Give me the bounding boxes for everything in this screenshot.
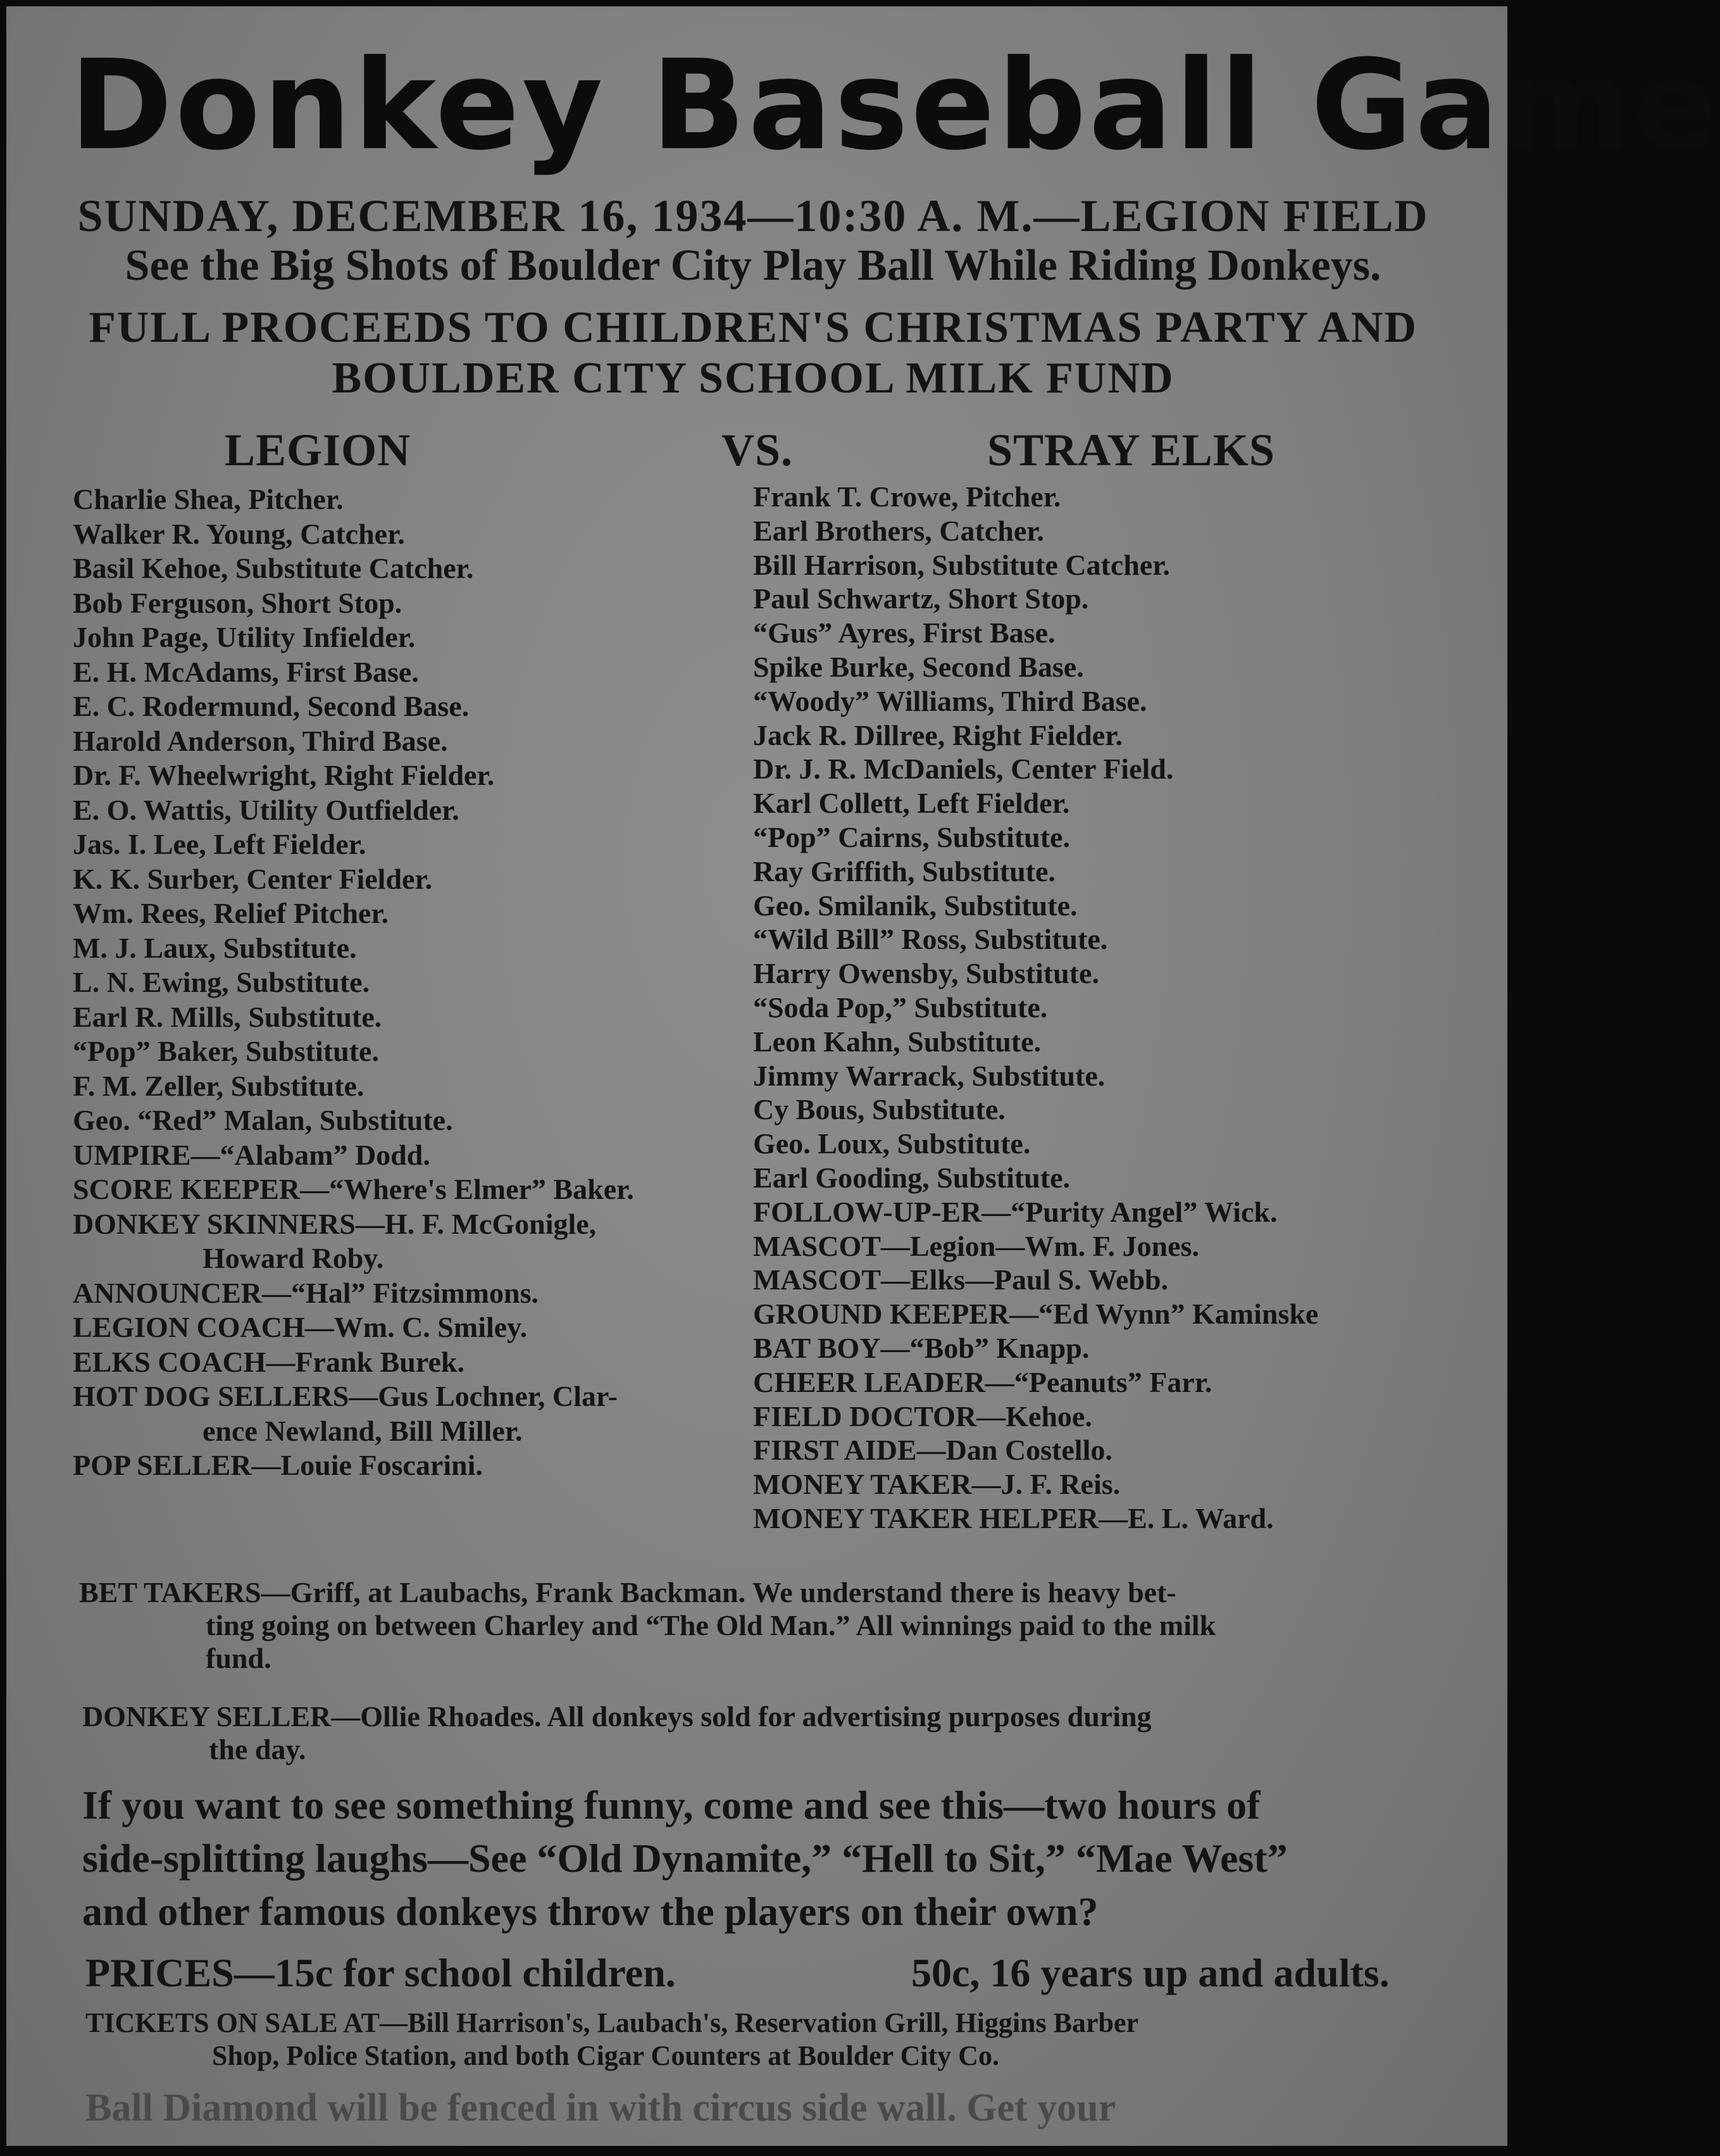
versus-label: VS. bbox=[721, 425, 794, 475]
list-item: Dr. J. R. McDaniels, Center Field. bbox=[753, 753, 1174, 786]
list-item: MONEY TAKER HELPER—E. L. Ward. bbox=[753, 1501, 1274, 1534]
list-item: Earl R. Mills, Substitute. bbox=[73, 1000, 382, 1033]
list-item: Dr. F. Wheelwright, Right Fielder. bbox=[73, 759, 495, 791]
list-item: John Page, Utility Infielder. bbox=[73, 621, 416, 653]
list-item: Earl Brothers, Catcher. bbox=[753, 514, 1044, 547]
list-item: Paul Schwartz, Short Stop. bbox=[753, 582, 1089, 615]
list-item: “Pop” Cairns, Substitute. bbox=[753, 820, 1070, 853]
list-item: Ray Griffith, Substitute. bbox=[753, 855, 1056, 887]
list-item: CHEER LEADER—“Peanuts” Farr. bbox=[753, 1365, 1212, 1398]
list-item: Charlie Shea, Pitcher. bbox=[73, 483, 344, 515]
list-item: FIRST AIDE—Dan Costello. bbox=[753, 1434, 1112, 1467]
list-item: UMPIRE—“Alabam” Dodd. bbox=[73, 1138, 430, 1171]
list-item: MASCOT—Legion—Wm. F. Jones. bbox=[753, 1229, 1199, 1262]
list-item: FOLLOW-UP-ER—“Purity Angel” Wick. bbox=[753, 1195, 1278, 1228]
donkey-seller-paragraph bbox=[82, 1700, 1462, 1766]
list-item: Earl Gooding, Substitute. bbox=[753, 1161, 1070, 1194]
list-item: HOT DOG SELLERS—Gus Lochner, Clar- bbox=[73, 1380, 618, 1412]
list-item: Frank T. Crowe, Pitcher. bbox=[753, 480, 1061, 513]
team-legion-heading: LEGION bbox=[225, 425, 411, 475]
tickets-paragraph bbox=[85, 2007, 1452, 2072]
list-item: ELKS COACH—Frank Burek. bbox=[73, 1345, 464, 1378]
paragraph-line: and other famous donkeys throw the players on their own? bbox=[82, 1889, 1099, 1934]
list-item: GROUND KEEPER—“Ed Wynn” Kaminske bbox=[753, 1298, 1319, 1331]
list-item: Howard Roby. bbox=[203, 1242, 384, 1274]
list-item: LEGION COACH—Wm. C. Smiley. bbox=[73, 1311, 528, 1343]
list-item: “Woody” Williams, Third Base. bbox=[753, 684, 1147, 717]
paragraph-line: DONKEY SELLER—Ollie Rhoades. All donkeys sold for advertising purposes during bbox=[82, 1700, 1152, 1733]
list-item: M. J. Laux, Substitute. bbox=[73, 931, 357, 964]
paragraph-line: If you want to see something funny, come and see this—two hours of bbox=[82, 1783, 1261, 1827]
elks-roster bbox=[753, 480, 1318, 1536]
proceeds-line-2: BOULDER CITY SCHOOL MILK FUND bbox=[332, 354, 1175, 403]
list-item: Leon Kahn, Substitute. bbox=[753, 1025, 1042, 1058]
price-children: PRICES—15c for school children. bbox=[85, 1950, 676, 1995]
list-item: FIELD DOCTOR—Kehoe. bbox=[753, 1400, 1092, 1432]
list-item: Walker R. Young, Catcher. bbox=[73, 517, 405, 550]
fence-notice: Ball Diamond will be fenced in with circus side wall. Get your bbox=[85, 2086, 1116, 2129]
list-item: “Pop” Baker, Substitute. bbox=[73, 1035, 379, 1067]
list-item: Harry Owensby, Substitute. bbox=[753, 957, 1099, 990]
poster-title: Donkey Baseball Game bbox=[70, 34, 1720, 178]
event-date-location: SUNDAY, DECEMBER 16, 1934—10:30 A. M.—LEGION FIELD bbox=[77, 191, 1429, 241]
list-item: Jimmy Warrack, Substitute. bbox=[753, 1059, 1106, 1092]
list-item: E. H. McAdams, First Base. bbox=[73, 655, 419, 688]
paragraph-line: side-splitting laughs—See “Old Dynamite,” “Hell to Sit,” “Mae West” bbox=[82, 1836, 1288, 1881]
list-item: Wm. Rees, Relief Pitcher. bbox=[73, 897, 389, 929]
list-item: Geo. “Red” Malan, Substitute. bbox=[73, 1104, 453, 1136]
event-tagline: See the Big Shots of Boulder City Play Ball While Riding Donkeys. bbox=[125, 241, 1381, 290]
list-item: Basil Kehoe, Substitute Catcher. bbox=[73, 552, 474, 584]
list-item: Cy Bous, Substitute. bbox=[753, 1093, 1006, 1126]
list-item: MASCOT—Elks—Paul S. Webb. bbox=[753, 1263, 1169, 1296]
paragraph-line: Shop, Police Station, and both Cigar Counters at Boulder City Co. bbox=[212, 2040, 999, 2071]
list-item: Geo. Loux, Substitute. bbox=[753, 1127, 1031, 1160]
list-item: Jas. I. Lee, Left Fielder. bbox=[73, 828, 366, 860]
list-item: K. K. Surber, Center Fielder. bbox=[73, 862, 433, 895]
list-item: E. C. Rodermund, Second Base. bbox=[73, 690, 470, 722]
list-item: MONEY TAKER—J. F. Reis. bbox=[753, 1468, 1121, 1501]
paragraph-line: fund. bbox=[206, 1642, 271, 1674]
list-item: ANNOUNCER—“Hal” Fitzsimmons. bbox=[73, 1276, 539, 1309]
price-adults: 50c, 16 years up and adults. bbox=[911, 1950, 1390, 1995]
paragraph-line: the day. bbox=[209, 1733, 306, 1765]
list-item: DONKEY SKINNERS—H. F. McGonigle, bbox=[73, 1207, 597, 1240]
legion-roster bbox=[73, 482, 634, 1483]
list-item: “Gus” Ayres, First Base. bbox=[753, 617, 1056, 649]
list-item: Jack R. Dillree, Right Fielder. bbox=[753, 718, 1123, 751]
paragraph-line: BET TAKERS—Griff, at Laubachs, Frank Backman. We understand there is heavy bet- bbox=[79, 1576, 1176, 1608]
list-item: “Wild Bill” Ross, Substitute. bbox=[753, 923, 1108, 956]
poster bbox=[6, 6, 1720, 2146]
list-item: Bill Harrison, Substitute Catcher. bbox=[753, 548, 1170, 581]
paragraph-line: TICKETS ON SALE AT—Bill Harrison's, Laubach's, Reservation Grill, Higgins Barber bbox=[85, 2007, 1139, 2038]
list-item: Karl Collett, Left Fielder. bbox=[753, 787, 1070, 820]
list-item: Harold Anderson, Third Base. bbox=[73, 724, 448, 757]
promo-paragraph bbox=[82, 1779, 1462, 1938]
list-item: Spike Burke, Second Base. bbox=[753, 650, 1084, 683]
proceeds-line-1: FULL PROCEEDS TO CHILDREN'S CHRISTMAS PARTY AND bbox=[89, 303, 1418, 352]
list-item: SCORE KEEPER—“Where's Elmer” Baker. bbox=[73, 1173, 634, 1205]
team-elks-heading: STRAY ELKS bbox=[987, 425, 1275, 475]
list-item: POP SELLER—Louie Foscarini. bbox=[73, 1449, 483, 1481]
list-item: L. N. Ewing, Substitute. bbox=[73, 966, 370, 998]
paragraph-line: ting going on between Charley and “The Old Man.” All winnings paid to the milk bbox=[206, 1609, 1216, 1641]
list-item: Bob Ferguson, Short Stop. bbox=[73, 586, 402, 619]
bet-takers-paragraph bbox=[79, 1576, 1459, 1675]
list-item: Geo. Smilanik, Substitute. bbox=[753, 889, 1078, 922]
list-item: E. O. Wattis, Utility Outfielder. bbox=[73, 793, 459, 826]
list-item: BAT BOY—“Bob” Knapp. bbox=[753, 1331, 1090, 1364]
list-item: F. M. Zeller, Substitute. bbox=[73, 1069, 365, 1102]
list-item: ence Newland, Bill Miller. bbox=[203, 1414, 523, 1447]
list-item: “Soda Pop,” Substitute. bbox=[753, 991, 1048, 1024]
